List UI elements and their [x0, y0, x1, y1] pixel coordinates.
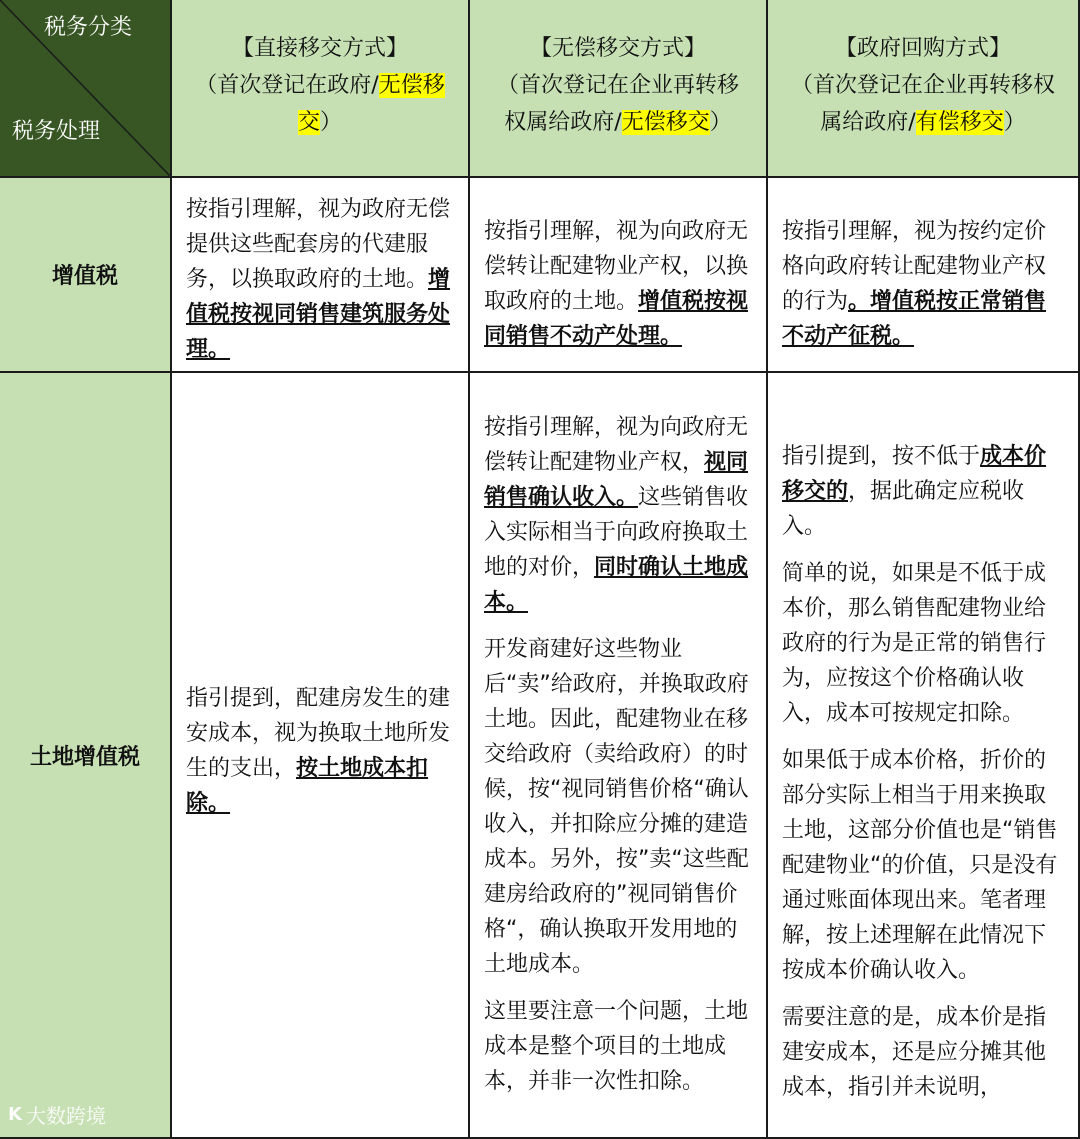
- header-highlight: 有偿移交: [915, 110, 1004, 135]
- land-tax-free-cell: [470, 373, 768, 1139]
- header-free-transfer: [470, 0, 768, 178]
- paragraph: 开发商建好这些物业后“卖”给政府，并换取政府土地。因此，配建物业在移交给政府（卖给政府）的时候，按“视同销售价格“确认收入，并扣除应分摊的建造成本。另外，按”卖“这些配建房给政府的”视同销售价格“，确认换取开发用地的土地成本。: [484, 637, 749, 977]
- cell-emphasis: 。增值税按正常销售不动产征税。: [782, 289, 1047, 349]
- header-subtitle: （首次登记在企业再转移权: [790, 73, 1055, 98]
- header-subtitle-end: ）: [320, 110, 343, 135]
- row-label-vat: [0, 178, 172, 373]
- cell-emphasis: 增值税按视同销售建筑服务处理。: [186, 267, 451, 362]
- paragraph: 需要注意的是，成本价是指建安成本，还是应分摊其他成本，指引并未说明，: [782, 1005, 1047, 1100]
- header-title: 【政府回购方式】: [834, 36, 1011, 61]
- cell-text: 这些销售收入实际相当于向政府换取土地的对价，: [484, 485, 749, 580]
- corner-cell: [0, 0, 172, 178]
- header-government-buyback: [768, 0, 1080, 178]
- cell-text: 按指引理解，视为按约定价格向政府转让配建物业产权的行为: [782, 219, 1047, 314]
- header-highlight: 无偿移: [378, 73, 445, 98]
- paragraph: [782, 439, 1064, 544]
- cell-emphasis: 成本价移交的: [782, 444, 1047, 504]
- row-label-text: 土地增值税: [29, 744, 140, 770]
- paragraph: 简单的说，如果是不低于成本价，那么销售配建物业给政府的行为是正常的销售行为，应按这个价格确认收入，成本可按规定扣除。: [782, 561, 1047, 726]
- cell-text: 指引提到，配建房发生的建安成本，视为换取土地所发生的支出，: [186, 686, 451, 781]
- row-label-text: 增值税: [51, 264, 118, 289]
- cell-emphasis: 增值税按视同销售不动产处理。: [484, 289, 749, 349]
- header-subtitle: （首次登记在企业再转移: [496, 73, 739, 98]
- land-tax-direct-cell: [172, 373, 470, 1139]
- vat-free-cell: [470, 178, 768, 373]
- header-title: 【直接移交方式】: [231, 36, 408, 61]
- corner-top-label: 税务分类: [44, 15, 133, 40]
- land-tax-buyback-cell: [768, 373, 1080, 1139]
- cell-text: 按指引理解，视为向政府无偿转让配建物业产权，: [484, 415, 749, 475]
- cell-text: ，据此确定应税收入。: [782, 479, 1025, 539]
- cell-emphasis: 视同销售确认收入。: [484, 450, 749, 510]
- watermark-logo-icon: K: [8, 1104, 22, 1125]
- cell-text: 指引提到，按不低于: [782, 444, 981, 469]
- header-direct-transfer: [172, 0, 470, 178]
- cell-emphasis: 同时确认土地成本。: [484, 555, 749, 615]
- cell-text: 按指引理解，视为向政府无偿转让配建物业产权，以换取政府的土地。: [484, 219, 749, 314]
- watermark: [8, 1100, 106, 1129]
- header-title: 【无偿移交方式】: [529, 36, 706, 61]
- header-subtitle: 权属给政府/: [504, 110, 622, 135]
- row-label-land-tax: [0, 373, 172, 1139]
- vat-buyback-cell: [768, 178, 1080, 373]
- header-subtitle: 属给政府/: [820, 110, 916, 135]
- watermark-text: 大数跨境: [25, 1104, 106, 1128]
- header-highlight: 交: [297, 110, 320, 135]
- paragraph: [484, 410, 752, 620]
- header-subtitle: （首次登记在政府/: [195, 73, 379, 98]
- cell-emphasis: 按土地成本扣除。: [186, 756, 429, 816]
- vat-direct-cell: [172, 178, 470, 373]
- header-subtitle-end: ）: [1003, 110, 1026, 135]
- header-subtitle-end: ）: [709, 110, 732, 135]
- paragraph: 这里要注意一个问题，土地成本是整个项目的土地成本，并非一次性扣除。: [484, 999, 749, 1094]
- corner-bottom-label: 税务处理: [12, 119, 101, 144]
- cell-text: 按指引理解，视为政府无偿提供这些配套房的代建服务，以换取政府的土地。: [186, 197, 451, 292]
- paragraph: 如果低于成本价格，折价的部分实际上相当于用来换取土地，这部分价值也是“销售配建物业“的价值，只是没有通过账面体现出来。笔者理解，按上述理解在此情况下按成本价确认收入。: [782, 748, 1058, 983]
- header-highlight: 无偿移交: [621, 110, 710, 135]
